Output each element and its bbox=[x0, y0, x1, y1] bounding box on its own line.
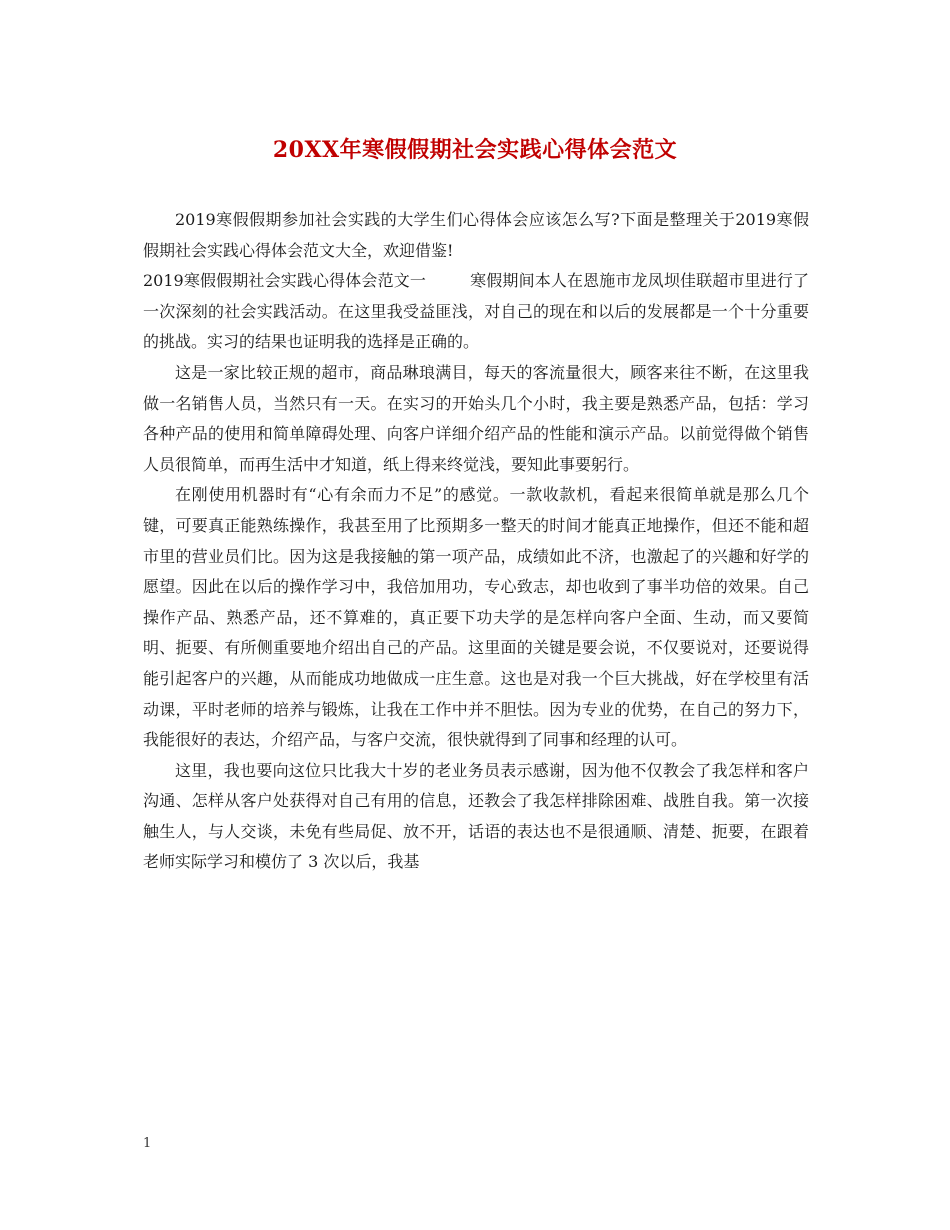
section-paragraph bbox=[143, 266, 809, 358]
body-paragraph-2: 这是一家比较正规的超市，商品琳琅满目，每天的客流量很大，顾客来往不断，在这里我做一名销售人员，当然只有一天。在实习的开始头几个小时，我主要是熟悉产品，包括：学习各种产品的使用和简单障碍处理、向客户详细介绍产品的性能和演示产品。以前觉得做个销售人员很简单，而再生活中才知道，纸上得来终觉浅，要知此事要躬行。 bbox=[143, 362, 809, 474]
section-heading: 2019寒假假期社会实践心得体会范文一 bbox=[143, 271, 426, 291]
document-title: 20XX年寒假假期社会实践心得体会范文 bbox=[272, 137, 678, 163]
body-paragraph-4: 这里，我也要向这位只比我大十岁的老业务员表示感谢，因为他不仅教会了我怎样和客户沟通、怎样从客户处获得对自己有用的信息，还教会了我怎样排除困难、战胜自我。第一次接触生人，与人交谈，未免有些局促、放不开，话语的表达也不是很通顺、清楚、扼要，在跟着老师实际学习和模仿了 3 次以后，我基 bbox=[143, 760, 809, 872]
section-text: 寒假期间本人在恩施市龙凤坝佳联超市里进行了一次深刻的社会实践活动。在这里我受益匪浅，对自己的现在和以后的发展都是一个十分重要的挑战。实习的结果也证明我的选择是正确的。 bbox=[143, 271, 809, 352]
body-paragraph-3: 在刚使用机器时有“心有余而力不足”的感觉。一款收款机，看起来很简单就是那么几个键，可要真正能熟练操作，我甚至用了比预期多一整天的时间才能真正地操作，但还不能和超市里的营业员们比。因为这是我接触的第一项产品，成绩如此不济，也激起了的兴趣和好学的愿望。因此在以后的操作学习中，我倍加用功，专心致志，却也收到了事半功倍的效果。自己操作产品、熟悉产品，还不算难的，真正要下功夫学的是怎样向客户全面、生动，而又要简明、扼要、有所侧重要地介绍出自己的产品。这里面的关键是要会说，不仅要说对，还要说得能引起客户的兴趣，从而能成功地做成一庄生意。这也是对我一个巨大挑战，好在学校里有活动课，平时老师的培养与锻炼，让我在工作中并不胆怯。因为专业的优势，在自己的努力下，我能很好的表达，介绍产品，与客户交流，很快就得到了同事和经理的认可。 bbox=[143, 485, 809, 750]
intro-paragraph: 2019寒假假期参加社会实践的大学生们心得体会应该怎么写?下面是整理关于2019寒假假期社会实践心得体会范文大全，欢迎借鉴! bbox=[143, 210, 809, 260]
document-body bbox=[143, 205, 809, 878]
page-number: 1 bbox=[143, 1136, 152, 1151]
